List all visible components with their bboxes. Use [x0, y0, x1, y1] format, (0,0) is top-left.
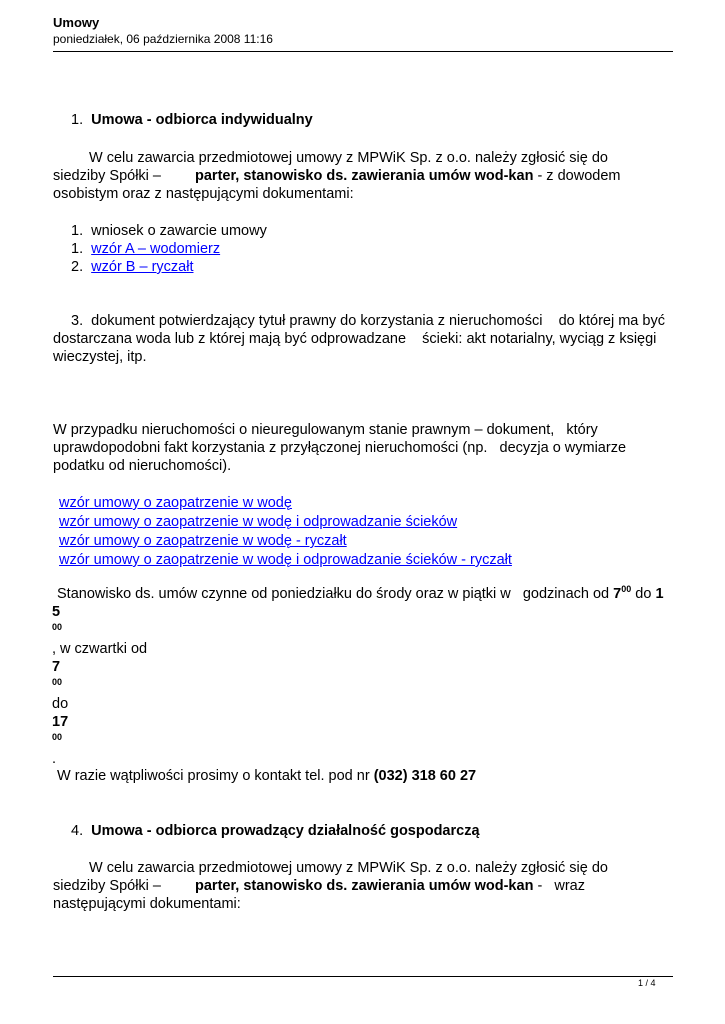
- item3-line3: wieczystej, itp.: [53, 349, 147, 365]
- contact-line: [57, 767, 476, 786]
- thursday-end-minutes: 00: [52, 732, 63, 742]
- item3-line1: 3. dokument potwierdzający tytuł prawny do korzystania z nieruchomości do której ma być: [71, 313, 665, 329]
- thursday-to: do: [52, 696, 69, 712]
- link-wzor-a[interactable]: wzór A – wodomierz: [91, 241, 221, 257]
- link-contract-water-flat[interactable]: wzór umowy o zaopatrzenie w wodę - ryczałt: [59, 533, 347, 549]
- section4-paragraph-line3: następującymi dokumentami:: [53, 896, 241, 912]
- text-segment: - z dowodem: [537, 168, 621, 184]
- link-contract-water-sewage[interactable]: wzór umowy o zaopatrzenie w wodę i odprowadzanie ścieków: [59, 514, 458, 530]
- list-item: [71, 240, 220, 259]
- hours-end-minutes: 00: [52, 622, 63, 632]
- section4-number: 4.: [71, 823, 84, 839]
- section4-title: Umowa - odbiorca prowadzący działalność gospodarczą: [91, 823, 480, 839]
- paragraph2-line1: W przypadku nieruchomości o nieuregulowanym stanie prawnym – dokument, który: [53, 422, 598, 438]
- hours-end-digit2: 5: [52, 604, 61, 620]
- footer-divider: [53, 976, 673, 977]
- section1-paragraph-line1: W celu zawarcia przedmiotowej umowy z MPWiK Sp. z o.o. należy zgłosić się do: [89, 150, 608, 166]
- section1-title: Umowa - odbiorca indywidualny: [91, 112, 313, 128]
- thursday-start: 7: [52, 659, 61, 675]
- list-item: [71, 258, 194, 277]
- link-contract-water[interactable]: wzór umowy o zaopatrzenie w wodę: [59, 495, 292, 511]
- section4-paragraph-line2: [53, 877, 585, 896]
- thursday-end: 17: [52, 714, 69, 730]
- section1-paragraph-line2: [53, 167, 620, 186]
- thursday-text: , w czwartki od: [52, 641, 148, 657]
- link-wzor-b[interactable]: wzór B – ryczałt: [91, 259, 194, 275]
- header-divider: [53, 51, 673, 52]
- text-segment: - wraz: [537, 878, 585, 894]
- contract-links: [59, 494, 512, 570]
- contact-phone: (032) 318 60 27: [373, 768, 477, 784]
- hours-start: 7: [613, 586, 622, 602]
- office-location: parter, stanowisko ds. zawierania umów wod-kan: [195, 878, 534, 894]
- text-segment: siedziby Spółki –: [53, 168, 161, 184]
- paragraph2-line2: uprawdopodobni fakt korzystania z przyłączonej nieruchomości (np. decyzja o wymiarze: [53, 440, 627, 456]
- text-segment: siedziby Spółki –: [53, 878, 161, 894]
- page-title: Umowy: [53, 15, 100, 30]
- list-number: 1.: [71, 223, 84, 239]
- hours-start-minutes: 00: [621, 584, 632, 594]
- list-number: 2.: [71, 259, 84, 275]
- section4-heading: [71, 822, 480, 841]
- office-location: parter, stanowisko ds. zawierania umów wod-kan: [195, 168, 534, 184]
- section1-number: 1.: [71, 112, 84, 128]
- item3-line2: dostarczana woda lub z której mają być odprowadzane ścieki: akt notarialny, wyciąg z księgi: [53, 331, 657, 347]
- hours-end-digit1: 1: [655, 586, 664, 602]
- paragraph2-line3: podatku od nieruchomości).: [53, 458, 232, 474]
- office-hours-line: [57, 585, 664, 604]
- list-text: wniosek o zawarcie umowy: [91, 223, 267, 239]
- section1-paragraph-line3: osobistym oraz z następującymi dokumentami:: [53, 186, 354, 202]
- list-number: 1.: [71, 241, 84, 257]
- thursday-start-minutes: 00: [52, 677, 63, 687]
- header-date: poniedziałek, 06 października 2008 11:16: [53, 32, 273, 46]
- page-number: 1 / 4: [638, 978, 656, 988]
- section4-paragraph-line1: W celu zawarcia przedmiotowej umowy z MPWiK Sp. z o.o. należy zgłosić się do: [89, 860, 608, 876]
- link-contract-water-sewage-flat[interactable]: wzór umowy o zaopatrzenie w wodę i odprowadzanie ścieków - ryczałt: [59, 552, 512, 568]
- period: .: [52, 751, 57, 767]
- list-item: [71, 222, 267, 241]
- hours-text: Stanowisko ds. umów czynne od poniedziałku do środy oraz w piątki w godzinach od: [57, 586, 610, 602]
- section1-heading: [71, 111, 313, 130]
- hours-to: do: [635, 586, 652, 602]
- contact-text: W razie wątpliwości prosimy o kontakt tel. pod nr: [57, 768, 370, 784]
